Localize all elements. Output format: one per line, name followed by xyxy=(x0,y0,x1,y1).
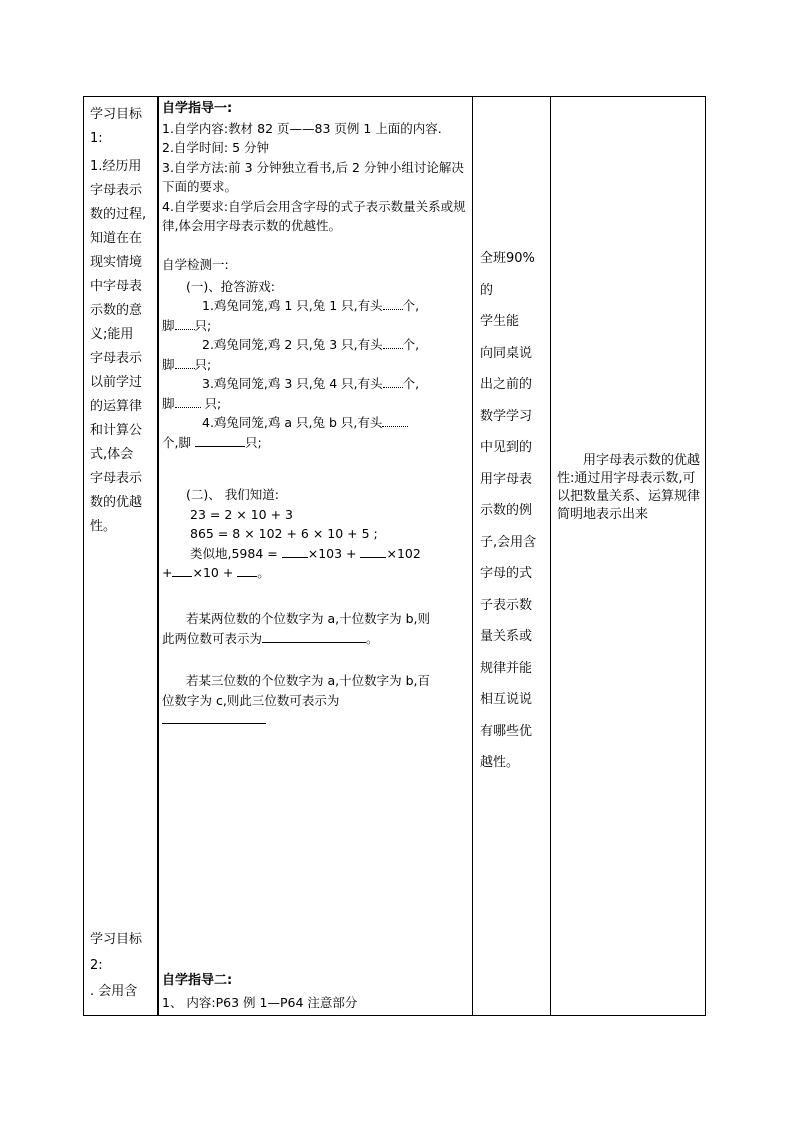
self-study-guide-2: 自学指导二: 1、 内容:P63 例 1—P64 注意部分 xyxy=(162,971,472,1012)
learning-goals-cell xyxy=(84,97,159,1016)
self-study-guide-1: 自学指导一: 1.自学内容:教材 82 页——83 页例 1 上面的内容. 2.自学时间: 5 分钟 3.自学方法:前 3 分钟独立看书,后 2 分钟小组讨论解决下面的要求。 4.自学要求:自学后会用含字母的式子表示数量关系或规律,体会用字母表示数的优越性。 xyxy=(162,99,472,236)
game-item: 1.鸡兔同笼,鸡 1 只,兔 1 只,有头 个, xyxy=(202,298,420,313)
self-check-1: 自学检测一: (一)、抢答游戏: 1.鸡兔同笼,鸡 1 只,兔 1 只,有头 个, 脚 只; 2.鸡兔同笼,鸡 2 只,兔 3 只,有头 个, 脚 只; 3.鸡兔同笼,鸡 3 只,兔 4 只,有头 个, 脚 只; 4.鸡兔同笼,鸡 a 只,兔 b 只,有头 个,脚 只; xyxy=(162,255,472,452)
game-item: 4.鸡兔同笼,鸡 a 只,兔 b 只,有头 xyxy=(162,413,472,433)
two-digit-question: 若某两位数的个位数字为 a,十位数字为 b,则 此两位数可表示为 。 xyxy=(162,611,430,646)
guide-2-title: 自学指导二: xyxy=(162,973,233,988)
lesson-table xyxy=(83,96,706,1016)
game-item: 2.鸡兔同笼,鸡 2 只,兔 3 只,有头 个, xyxy=(202,337,420,352)
table-row xyxy=(84,97,706,1016)
student-activity-text: 全班90%的 学生能 向同桌说 出之前的 数学学习 中见到的 用字母表 示数的例 子,会用含 字母的式 子表示数 量关系或 规律并能 相互说说 有哪些优 越性。 xyxy=(480,251,537,770)
guide-1-title: 自学指导一: xyxy=(162,101,233,116)
summary-text: 用字母表示数的优越性:通过用字母表示数,可以把数量关系、运算规律简明地表示出来 xyxy=(557,453,701,522)
summary-cell xyxy=(551,97,706,1016)
student-activity-cell xyxy=(473,97,551,1016)
equation-3: 类似地,5984 = ×103 + ×102 xyxy=(190,545,421,561)
three-digit-question: 若某三位数的个位数字为 a,十位数字为 b,百 位数字为 c,则此三位数可表示为 xyxy=(162,671,472,730)
equation-4: + ×10 + 。 xyxy=(162,565,270,580)
equation-1: 23 = 2 × 10 + 3 xyxy=(190,506,293,522)
game-item: 3.鸡兔同笼,鸡 3 只,兔 4 只,有头 个, xyxy=(202,376,420,391)
learning-goal-1: 学习目标 1: 1.经历用 字母表示 数的过程, 知道在在 现实情境 中字母表 示数的意 义;能用 字母表示 以前学过 的运算律 和计算公 式,体会 字母表示 数的优越 性。 xyxy=(90,107,147,534)
check-title: 自学检测一: xyxy=(162,257,229,272)
equation-2: 865 = 8 × 102 + 6 × 10 + 5 ; xyxy=(190,526,378,541)
self-study-cell xyxy=(158,97,473,1016)
learning-goal-2: 学习目标 2: . 会用含 xyxy=(90,932,143,999)
we-know-section: (二)、 我们知道: 23 = 2 × 10 + 3 865 = 8 × 102 + 6 × 10 + 5 ; 类似地,5984 = ×103 + ×102 + ×10 + 。 xyxy=(162,485,472,583)
